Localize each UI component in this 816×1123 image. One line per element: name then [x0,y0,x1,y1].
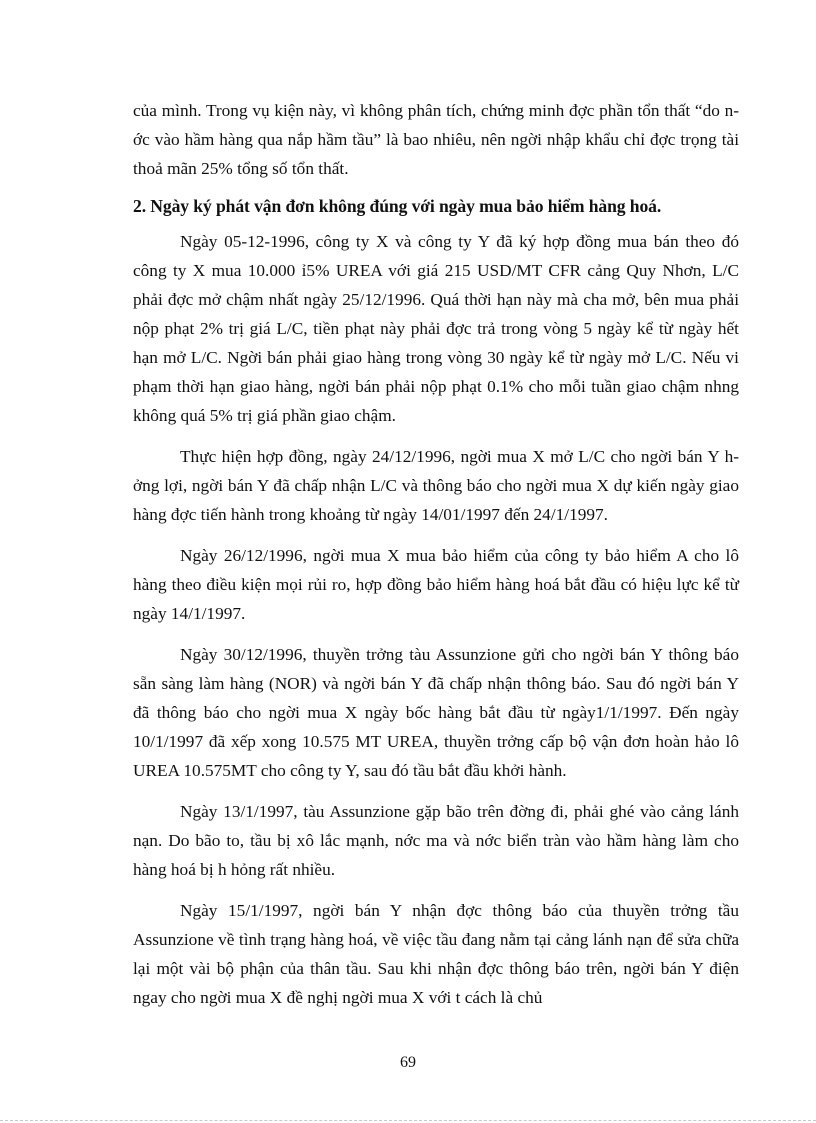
section-heading: 2. Ngày ký phát vận đơn không đúng với ngày mua bảo hiểm hàng hoá. [133,196,662,216]
paragraph-storm: Ngày 13/1/1997, tàu Assunzione gặp bão trên đờng đi, phải ghé vào cảng lánh nạn. Do bão to, tầu bị xô lắc mạnh, nớc ma và nớc biển tràn vào hầm hàng làm cho hàng hoá bị h hỏng rất nhiều. [133,802,739,879]
page-bottom-edge [0,1120,816,1121]
page-number: 69 [400,1054,416,1071]
paragraph-loading: Ngày 30/12/1996, thuyền trởng tàu Assunzione gửi cho ngời bán Y thông báo sẵn sàng làm hàng (NOR) và ngời bán Y đã chấp nhận thông báo. Sau đó ngời bán Y đã thông báo cho ngời mua X ngày bốc hàng bắt đầu từ ngày1/1/1997. Đến ngày 10/1/1997 đã xếp xong 10.575 MT UREA, thuyền trởng cấp bộ vận đơn hoàn hảo lô UREA 10.575MT cho công ty Y, sau đó tầu bắt đầu khởi hành. [133,645,739,780]
paragraph-notice: Ngày 15/1/1997, ngời bán Y nhận đợc thông báo của thuyền trởng tầu Assunzione về tình trạng hàng hoá, về việc tầu đang nằm tại cảng lánh nạn để sửa chữa lại một vài bộ phận của thân tầu. Sau khi nhận đợc thông báo trên, ngời bán Y điện ngay cho ngời mua X đề nghị ngời mua X với t cách là chủ [133,901,739,1007]
paragraph-lc-opening: Thực hiện hợp đồng, ngày 24/12/1996, ngời mua X mở L/C cho ngời bán Y hởng lợi, ngời bán Y đã chấp nhận L/C và thông báo cho ngời mua X dự kiến ngày giao hàng đợc tiến hành trong khoảng từ ngày 14/01/1997 đến 24/1/1997. [133,447,739,524]
paragraph-contract: Ngày 05-12-1996, công ty X và công ty Y đã ký hợp đồng mua bán theo đó công ty X mua 10.000 ỉ5% UREA với giá 215 USD/MT CFR cảng Quy Nhơn, L/C phải đợc mở chậm nhất ngày 25/12/1996. Quá thời hạn này mà cha mở, bên mua phải nộp phạt 2% trị giá L/C, tiền phạt này phải đợc trả trong vòng 5 ngày kể từ ngày hết hạn mở L/C. Ngời bán phải giao hàng trong vòng 30 ngày kể từ ngày mở L/C. Nếu vi phạm thời hạn giao hàng, ngời bán phải nộp phạt 0.1% cho mỗi tuần giao chậm nhng không quá 5% trị giá phần giao chậm. [133,232,739,425]
page-body [133,96,739,1012]
paragraph-insurance: Ngày 26/12/1996, ngời mua X mua bảo hiểm của công ty bảo hiểm A cho lô hàng theo điều kiện mọi rủi ro, hợp đồng bảo hiểm hàng hoá bắt đầu có hiệu lực kể từ ngày 14/1/1997. [133,546,739,623]
paragraph-continuation: của mình. Trong vụ kiện này, vì không phân tích, chứng minh đợc phần tổn thất “do nớc vào hầm hàng qua nắp hầm tầu” là bao nhiêu, nên ngời nhập khẩu chỉ đợc trọng tài thoả mãn 25% tổng số tổn thất. [133,101,739,178]
